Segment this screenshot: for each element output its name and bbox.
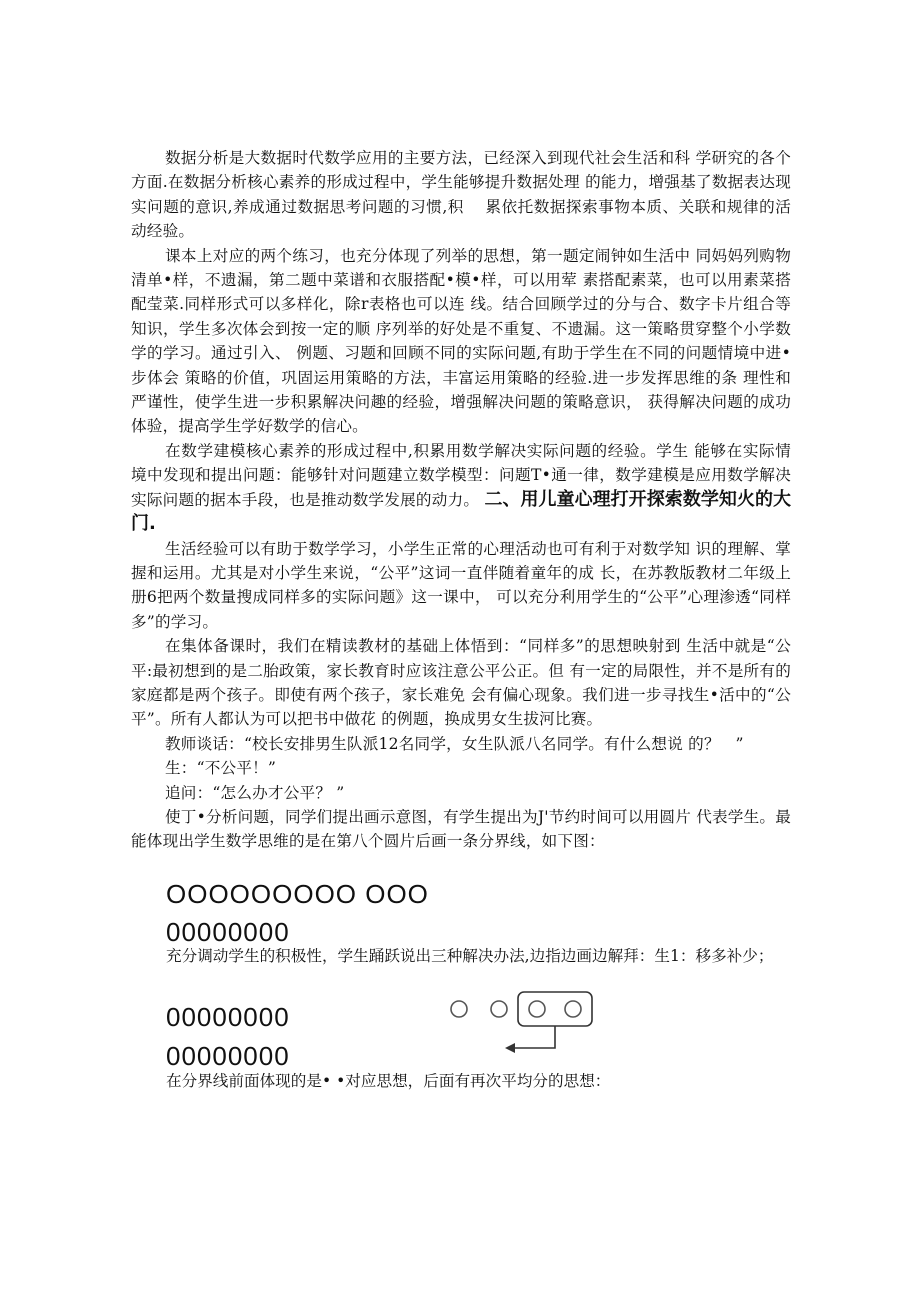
paragraph-data-analysis: 数据分析是大数据时代数学应用的主要方法，已经深入到现代社会生活和科 学研究的各个方面.在数据分析核心素养的形成过程中，学生能够提升数据处理 的能力，增强基了数据表达现实问题的意识,养成通过数据思考问题的习惯,积 累依托数据探索事物本质、关联和规律的活动经验。	[131, 149, 791, 241]
circle-row-boys: OOOOOOOOO OOO	[166, 879, 429, 909]
diagram-circle-2	[491, 1001, 507, 1017]
circle-row-girls: 00000000	[166, 917, 290, 947]
paragraph-conclusion: 在分界线前面体现的是• •对应思想，后面有再次平均分的思想：	[166, 1072, 611, 1090]
diagram-circle-1	[451, 1001, 467, 1017]
move-circles-diagram	[445, 986, 605, 1058]
paragraph-student-reply: 生：“不公平！”	[165, 759, 277, 778]
paragraph-modeling	[131, 439, 791, 537]
paragraph-follow-up: 追问：“怎么办才公平？ ”	[165, 783, 345, 802]
paragraph-textbook-exercises: 课本上对应的两个练习，也充分体现了列举的思想，第一题定闹钟如生活中 同妈妈列购物清单•样，不遗漏，第二题中菜谱和衣服搭配•模•样，可以用荤 素搭配素菜，也可以用素菜搭配莹菜.同样形式可以多样化，除r表格也可以连 线。结合回顾学过的分与合、数字卡片组合等知识，学生多次体会到按一定的顺 序列举的好处是不重复、不遗漏。这一策略贯穿整个小学数学的学习。通过引入、 例题、习题和回顾不同的实际问题,有助于学生在不同的问题情境中进•步体会 策略的价值，巩固运用策略的方法，丰富运用策略的经验.进一步发挥思维的条 理性和严谨性，使学生进一步积累解决问趣的经验，增强解决问题的策略意识， 获得解决问题的成功体验，提高学生学好数学的信心。	[131, 246, 791, 436]
diagram-circle-3	[529, 1001, 545, 1017]
paragraph-lesson-prep: 在集体备课时，我们在精读教材的基础上体悟到：“同样多”的思想映射到 生活中就是“公平:最初想到的是二胎政策，家长教育时应该注意公平公正。但 有一定的局限性，并不是所有的家庭都是两个孩子。即使有两个孩子，家长难免 会有偏心现象。我们进一步寻找生•活中的“公平”。所有人都认为可以把书中做花 的例题，换成男女生拔河比赛。	[131, 637, 791, 729]
document-body	[131, 146, 791, 854]
diagram-arrow-head	[505, 1043, 515, 1053]
paragraph-life-experience: 生活经验可以有助于数学学习，小学生正常的心理活动也可有利于对数学知 识的理解、掌握和运用。尤其是对小学生来说，“公平”这词一直伴随着童年的成 长，在苏教版教材二年级上册6把两个数量搜成同样多的实际问题》这一课中， 可以充分利用学生的“公平”心理渗透“同样多”的学习。	[131, 539, 791, 631]
paragraph-analysis: 使丁•分析问题，同学们提出画示意图，有学生提出为J'节约时间可以用圆片 代表学生。最能体现出学生数学思维的是在第八个圆片后画一条分界线，如下图：	[131, 807, 791, 851]
paragraph-teacher-talk: 教师谈话：“校长安排男生队派12名同学，女生队派八名同学。有什么想说 的？ ”	[165, 734, 744, 753]
paragraph-solutions: 充分调动学生的积极性，学生踊跃说出三种解决办法,边指边画边解拜：生1：移多补少；	[166, 947, 774, 965]
section-heading: 二、用儿童心理打开探索数学知火的大门.	[131, 488, 791, 535]
diagram-circle-4	[565, 1001, 581, 1017]
circle-row-3: 00000000	[166, 1002, 290, 1032]
paragraph-modeling-text: 在数学建模核心素养的形成过程中,积累用数学解决实际问题的经验。学生 能够在实际情境中发现和提出问题：能够针对问题建立数学模型：问题T•通一律，数学建模是应用数学解决实际问题的据本手段，也是推动数学发展的动力。	[131, 441, 791, 509]
diagram-arrow-line	[511, 1026, 555, 1048]
circle-row-4: 00000000	[166, 1041, 290, 1071]
